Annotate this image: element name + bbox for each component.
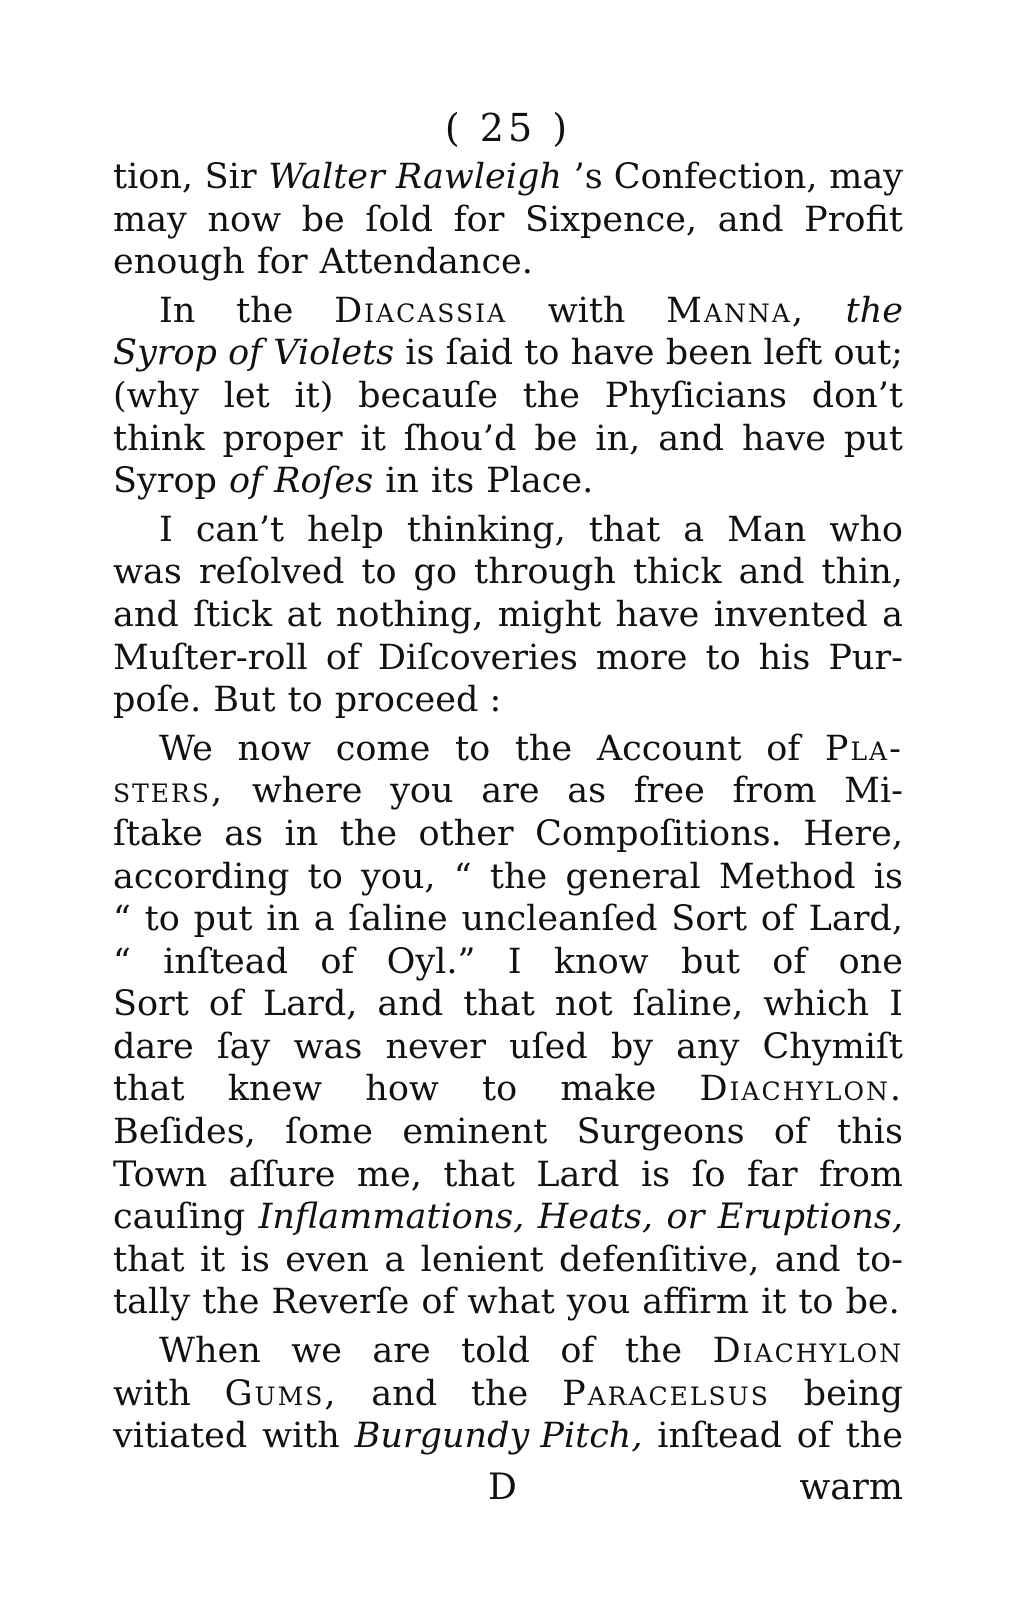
word: Diacassia [334,290,507,331]
word: of Roſes [228,461,374,502]
word: to [455,728,491,769]
word: Compoſitions. [535,813,782,854]
word: Mi- [844,771,903,812]
word: any [676,1026,740,1067]
text-line [113,290,903,333]
word: the [845,290,903,331]
word: one [838,941,903,982]
word: proper [222,418,343,459]
word: is [240,1239,270,1280]
word: don’t [811,375,903,416]
text-line [113,199,903,242]
word: is [405,333,435,374]
word: that [588,509,661,550]
word: we [291,1331,342,1372]
word: Heats, [537,1197,654,1238]
word: eminent [402,1112,548,1153]
word: it [360,418,386,459]
word: Paracelsus [562,1373,770,1414]
word: is [640,1154,671,1195]
word: the [236,290,294,331]
word: to [307,856,343,897]
text-line [113,728,903,771]
text-line [113,509,903,552]
word: according [113,856,290,897]
word: at [286,594,322,635]
word: of [421,1282,456,1323]
word: to [798,1282,834,1323]
word: and [377,984,444,1025]
word: Manna, [666,290,805,331]
word: in [266,899,300,940]
word: reſolved [198,552,345,593]
word: Method [718,856,856,897]
word: Profit [804,199,903,240]
word: have [742,418,826,459]
word: knew [227,1069,323,1110]
text-line [113,1154,903,1197]
word: Beſides, [113,1112,256,1153]
word: how [365,1069,439,1110]
word: might [497,594,602,635]
word: help [307,509,384,550]
word: of [208,984,243,1025]
word: a [683,509,705,550]
word: Lard [536,1154,620,1195]
word: thinking, [406,509,566,550]
word: affirm [642,1282,750,1323]
word: through [474,552,616,593]
word: poſe. [113,680,202,721]
word: Lard, [808,899,903,940]
word: I [889,984,903,1025]
word: ſo [691,1154,726,1195]
word: it [199,1239,226,1280]
text-line [113,1281,903,1324]
word: Reverſe [271,1282,410,1323]
word: sters, [113,771,225,812]
word: be. [845,1282,900,1323]
word: to [361,552,397,593]
word: “ [113,941,131,982]
word: with [113,1373,191,1414]
word: cauſing [113,1197,246,1238]
word: Attendance. [319,242,533,283]
word: ſhou’d [403,418,517,459]
word: a [313,899,335,940]
text-line [113,156,903,199]
word: not [554,984,613,1025]
word: left [763,333,823,374]
word: come [335,728,431,769]
text-line [113,551,903,594]
text-line [113,770,903,813]
word: Sixpence, [525,199,698,240]
word: general [565,856,701,897]
word: inſtead [657,1416,783,1457]
word: and [774,1239,841,1280]
word: of [766,728,801,769]
word: of [773,1112,808,1153]
word: the [522,375,581,416]
signature-mark: D [488,1466,517,1508]
book-page [113,100,903,1512]
word: let [223,375,270,416]
word: can’t [195,509,285,550]
text-line [113,637,903,680]
word: Pur- [828,637,903,678]
word: its [430,461,475,502]
word: Surgeons [576,1112,745,1153]
word: make [560,1069,657,1110]
word: We [159,728,213,769]
word: Account [596,728,742,769]
word: you, [361,856,436,897]
word: the [624,1331,683,1372]
word: Man [727,509,807,550]
text-line [113,1196,903,1239]
word: Here, [803,813,903,854]
word: inſtead [163,941,288,982]
word: for [453,199,505,240]
text-line [113,460,903,503]
page-number: ( 25 ) [444,106,572,150]
word: enough [113,242,245,283]
body-text [113,156,903,1458]
word: vitiated [113,1416,248,1457]
word: ſaid [445,333,514,374]
word: and [113,594,179,635]
word: for [256,242,308,283]
word: Muſter-roll [113,637,308,678]
text-line [113,983,903,1026]
word: been [665,333,753,374]
word: to [482,1069,518,1110]
word: in [284,813,319,854]
word: Diachylon [712,1331,903,1372]
word: the [470,1373,529,1414]
catchword: warm [799,1466,903,1508]
word: the [845,1416,903,1457]
word: of [796,1416,831,1457]
word: tally [113,1282,191,1323]
text-line [113,679,903,722]
word: the [489,856,548,897]
word: of [760,899,795,940]
text-line [113,1026,903,1069]
word: was [113,552,182,593]
word: that [113,1239,185,1280]
word: Oyl.” [386,941,476,982]
word: think [113,418,205,459]
word: uncleanſed [461,899,658,940]
word: from [819,1154,903,1195]
word: this [837,1112,903,1153]
word: Gums, [224,1373,338,1414]
word: and [371,1373,438,1414]
text-line [113,1111,903,1154]
word: Diachylon. [699,1069,903,1110]
word: Chymiſt [762,1026,903,1067]
word: know [553,941,649,982]
word: ſay [216,1026,271,1067]
word: (why [113,375,199,416]
word: Syrop of Violets [113,333,395,374]
text-line [113,856,903,899]
word: Syrop [113,461,217,502]
word: his [758,637,811,678]
word: the [339,813,398,854]
word: Pla- [824,728,903,769]
word: to [524,333,560,374]
word: Place. [486,461,594,502]
word: are [372,1331,431,1372]
word: thin, [821,552,903,593]
word: or [666,1197,705,1238]
word: Lard, [262,984,358,1025]
word: told [461,1331,530,1372]
word: are [481,771,540,812]
word: Inflammations, [258,1197,525,1238]
word: ſtake [113,813,203,854]
word: dare [113,1026,194,1067]
word: in, [595,418,641,459]
word: in [385,461,419,502]
word: But [213,680,276,721]
word: “ [453,856,472,897]
word: to [705,637,741,678]
word: now [237,728,312,769]
word: have [615,594,700,635]
word: the [202,1282,260,1323]
word: put [843,418,903,459]
word: have [570,333,655,374]
word: it) [294,375,334,416]
word: of [325,637,360,678]
word: never [385,1026,486,1067]
word: ſold [365,199,434,240]
word: Sort [671,899,748,940]
word: defenſitive, [559,1239,760,1280]
word: to [144,899,180,940]
word: which [763,984,870,1025]
word: was [293,1026,363,1067]
word: invented [713,594,868,635]
word: but [680,941,740,982]
word: where [251,771,363,812]
word: as [224,813,264,854]
word: to- [856,1239,903,1280]
word: Eruptions, [717,1197,903,1238]
word: go [413,552,458,593]
word: may [113,199,187,240]
text-line [113,594,903,637]
word: with [262,1416,340,1457]
word: as [567,771,607,812]
text-line [113,1239,903,1282]
text-line [113,1415,903,1458]
word: with [547,290,626,331]
text-line [113,941,903,984]
word: what [467,1282,555,1323]
word: be [534,418,578,459]
word: other [418,813,514,854]
word: I [159,509,173,550]
word: of [560,1331,595,1372]
word: you [390,771,454,812]
word: free [633,771,705,812]
word: is [873,856,903,897]
word: thick [632,552,722,593]
text-line [113,898,903,941]
word: aſſure [228,1154,336,1195]
word: nothing, [335,594,484,635]
word: Phyſicians [604,375,787,416]
word: and [658,418,725,459]
word: from [732,771,817,812]
word: be [301,199,345,240]
word: proceed : [334,680,502,721]
word: ſome [285,1112,374,1153]
word: becauſe [358,375,498,416]
word: Burgundy Pitch, [354,1416,643,1457]
word: lenient [420,1239,544,1280]
word: may [829,157,903,197]
word: and [738,552,805,593]
word: it [761,1282,787,1323]
word: a [384,1239,406,1280]
word: that [113,1069,185,1110]
word: In [159,290,196,331]
word: “ [113,899,131,940]
text-line [113,241,903,284]
word: of [320,941,355,982]
word: out; [833,333,903,374]
word: you [566,1282,631,1323]
word: ſaline, [632,984,744,1025]
word: Town [113,1154,208,1195]
word: far [747,1154,798,1195]
text-line [113,1068,903,1111]
word: to [287,680,323,721]
word: and [717,199,784,240]
word: uſed [509,1026,588,1067]
word: who [829,509,903,550]
word: even [285,1239,369,1280]
word: a [882,594,903,635]
word: by [610,1026,654,1067]
text-line [113,1330,903,1373]
text-line [113,813,903,856]
page-footer [113,1464,903,1512]
word: that [443,1154,515,1195]
word: now [207,199,282,240]
word: When [159,1331,261,1372]
word: I [507,941,522,982]
text-line [113,375,903,418]
word: of [772,941,807,982]
text-line [113,332,903,375]
word: me, [356,1154,422,1195]
text-line [113,418,903,461]
word: put [193,899,253,940]
word: being [803,1373,903,1414]
word: tion, [113,157,193,197]
word: ſtick [193,594,273,635]
word: Sir [204,157,257,197]
text-line [113,1373,903,1416]
word: that [463,984,535,1025]
word: Sort [113,984,189,1025]
word: the [514,728,573,769]
word: Walter Rawleigh [268,157,562,197]
word: more [595,637,688,678]
word: ’s Confection, [573,157,818,197]
word: ſaline [348,899,448,940]
word: Diſcoveries [377,637,578,678]
